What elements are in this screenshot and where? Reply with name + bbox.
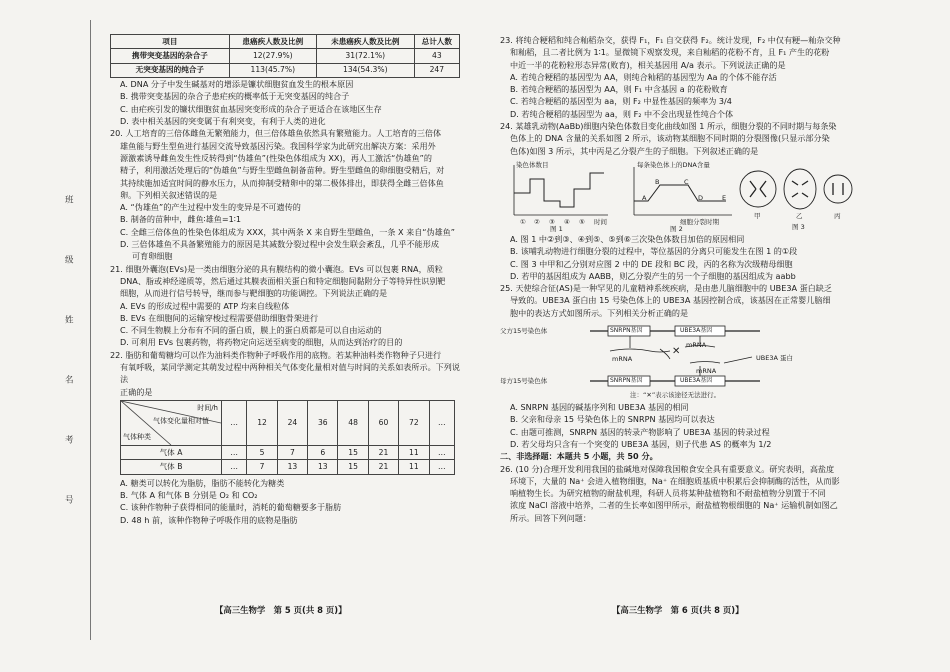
binding-char: 名 (63, 375, 74, 384)
figure-24 (500, 159, 855, 231)
ube3a-gene: UBE3A基因 (680, 377, 713, 385)
mrna-label: mRNA (612, 355, 633, 364)
table-row (111, 49, 460, 63)
option: D. 可利用 EVs 包裹药物，将药物定向运送至病变的细胞，从而达到治疗的目的 (120, 337, 403, 348)
table-header-row (121, 400, 455, 445)
g3-label: 丙 (834, 211, 841, 220)
snrpn-gene: SNRPN基因 (610, 327, 643, 335)
corner-kind: 气体种类 (123, 432, 151, 441)
snrpn-gene: SNRPN基因 (610, 377, 643, 385)
option: C. 不同生物膜上分布有不同的蛋白质，膜上的蛋白质都是可以自由运动的 (120, 325, 382, 336)
g1-mark: ⑤ (579, 217, 585, 226)
corner-time: 时间/h (197, 403, 218, 412)
table-header: 总计人数 (414, 35, 459, 49)
option: B. 该哺乳动物进行细胞分裂的过程中，等位基因的分离只可能发生在图 1 的①段 (510, 246, 798, 257)
option: C. 若纯合粳稻的基因型为 aa，则 F₂ 中显性基因的频率为 3/4 (510, 96, 732, 107)
table-cell: … (222, 460, 247, 474)
stem-line: 响植物生长。为研究植物的耐盐机理，科研人员将某种盐植物和不耐盐植物分别置于不同 (510, 488, 826, 499)
table-cell: 15 (338, 460, 368, 474)
gas-label: 气体 B (121, 460, 222, 474)
time-cell: 36 (308, 400, 338, 445)
table-cell: … (222, 445, 247, 459)
option: D. 若甲的基因组成为 AABB，则乙分裂产生的另一个子细胞的基因组成为 aabb (510, 270, 796, 281)
table-cell: 21 (368, 445, 398, 459)
option: A. “伪雄鱼”的产生过程中发生的变异是不可遗传的 (120, 202, 301, 213)
g1-mark: ③ (549, 217, 555, 226)
ube3a-protein: UBE3A 蛋白 (756, 354, 793, 363)
stem-line: 正确的是 (120, 386, 153, 397)
option: A. DNA 分子中发生碱基对的增添是镰状细胞贫血发生的根本原因 (120, 79, 354, 90)
figure-25-svg (500, 321, 855, 399)
diagonal-header (121, 400, 222, 445)
q24-options (500, 233, 855, 282)
q25-options (500, 401, 855, 450)
g1-xlabel: 时间 (594, 217, 607, 226)
q19-options (110, 78, 460, 127)
q22-options (110, 477, 460, 526)
stem-line: 卵。下列相关叙述错误的是 (120, 189, 218, 200)
table-header: 项目 (111, 35, 230, 49)
stem-line: 24. 某雄乳动物(AaBb)细胞内染色体数目变化曲线如图 1 所示，细胞分裂的不同时期与每条染 (500, 121, 837, 132)
table-cell: … (429, 445, 454, 459)
svg-text:✕: ✕ (672, 346, 681, 358)
binding-char: 号 (63, 495, 74, 504)
stem-line: 20. 人工培育的三倍体雌鱼无繁殖能力，但三倍体雄鱼依然具有繁殖能力。人工培育的三倍体 (110, 128, 442, 139)
option: B. 携带突变基因的杂合子患疟疾的概率低于无突变基因的纯合子 (120, 91, 350, 102)
stem-line: 22. 脂肪和葡萄糖均可以作为油料类作物种子呼吸作用的底物。若某种油料类作物种子只进行 (110, 349, 442, 360)
time-cell: … (429, 400, 454, 445)
g2-ylabel: 每条染色体上的DNA含量 (637, 160, 710, 169)
table-row (121, 460, 455, 474)
father-chromosome-label: 父方15号染色体 (500, 327, 548, 336)
table-cell: 13 (277, 460, 307, 474)
table-cell: 11 (399, 445, 429, 459)
g1-mark: ② (534, 217, 540, 226)
right-page (500, 34, 855, 524)
stem-line: 中近一半的花粉粒形态异常(败育)，相关基因用 A/a 表示。下列说法正确的是 (510, 59, 786, 70)
option: C. 由题可推测，SNRPN 基因的转录产物影响了 UBE3A 基因的转录过程 (510, 426, 770, 437)
g1-mark: ① (520, 217, 526, 226)
option: 可育卵细胞 (132, 251, 173, 262)
gas-table (120, 400, 455, 475)
table-cell: 134(54.3%) (316, 63, 414, 77)
stem-line: 浓度 NaCl 溶液中培养，二者的生长率如图甲所示，耐盐植物根细胞的 Na⁺ 运输机制如图乙 (510, 500, 838, 511)
option: C. 全雌三倍体鱼的性染色体组成为 XXX，其中两条 X 来自野生型雌鱼，一条 X 来自“伪雄鱼” (120, 226, 455, 237)
binding-char: 考 (63, 435, 74, 444)
option: C. 图 3 中甲和乙分别对应图 2 中的 DE 段和 BC 段，丙的名称为次级精母细胞 (510, 258, 793, 269)
table-cell: 43 (414, 49, 459, 63)
table-cell: 7 (277, 445, 307, 459)
table-cell: 13 (308, 460, 338, 474)
option: B. EVs 在细胞间的运输穿梭过程需要借助细胞骨架进行 (120, 312, 319, 323)
binding-char: 姓 (63, 315, 74, 324)
table-cell: 7 (247, 460, 277, 474)
stem-line: 和籼稻，且二者比例为 1∶1。显微镜下观察发现，来自籼稻的花粉不育，且 F₁ 产生的花粉 (510, 47, 830, 58)
stem-line: 所示。回答下列问题： (510, 512, 591, 523)
option: A. EVs 的形成过程中需要的 ATP 均来自线粒体 (120, 300, 290, 311)
g1-mark: ④ (564, 217, 570, 226)
question-21 (110, 263, 460, 349)
cancer-table (110, 34, 460, 78)
table-cell: 5 (247, 445, 277, 459)
option: B. 父亲和母亲 15 号染色体上的 SNRPN 基因均可以表达 (510, 414, 715, 425)
g2-point: A (642, 193, 647, 202)
left-footer: 【高三生物学 第 5 页(共 8 页)】 (215, 605, 347, 615)
table-header-row (111, 35, 460, 49)
time-cell: 48 (338, 400, 368, 445)
table-header: 患癌疾人数及比例 (229, 35, 316, 49)
time-cell: 60 (368, 400, 398, 445)
table-cell: 6 (308, 445, 338, 459)
stem-line: 其持续施加适宜时间的静水压力，从而抑制受精卵中的第二极体排出，即获得全雌三倍体鱼 (120, 177, 444, 188)
option: A. 糖类可以转化为脂肪，脂肪不能转化为糖类 (120, 477, 285, 488)
g1-caption: 图 1 (550, 224, 563, 233)
g2-point: B (655, 177, 660, 186)
table-row (121, 445, 455, 459)
g2-xlabel: 细胞分裂时期 (680, 217, 719, 226)
stem-line: 色体)如图 3 所示，其中丙是乙分裂产生的子细胞。下列叙述正确的是 (510, 145, 759, 156)
table-cell: 12(27.9%) (229, 49, 316, 63)
stem-line: 26. (10 分)合理开发利用我国的盐碱地对保障我国粮食安全具有重要意义。研究表明，高盐度 (500, 463, 835, 474)
right-footer: 【高三生物学 第 6 页(共 8 页)】 (612, 605, 744, 615)
left-page (110, 34, 460, 526)
question-23 (500, 34, 855, 120)
stem-line: 色体上的 DNA 含量的关系如图 2 所示，该动物某细胞不同时期的分裂图像(只显示部分染 (510, 133, 830, 144)
ube3a-gene: UBE3A基因 (680, 327, 713, 335)
table-cell: 携带突变基因的杂合子 (111, 49, 230, 63)
table-cell: 11 (399, 460, 429, 474)
option: B. 若纯合粳稻的基因型为 AA，则 F₁ 中含基因 a 的花粉败育 (510, 84, 728, 95)
time-cell: 12 (247, 400, 277, 445)
table-cell: 113(45.7%) (229, 63, 316, 77)
g3-caption: 图 3 (792, 222, 805, 231)
option: C. 该种作物种子获得相同的能量时，消耗的葡萄糖要多于脂肪 (120, 502, 342, 513)
question-22 (110, 349, 460, 398)
mrna-label: mRNA (686, 341, 707, 350)
binding-char: 班 (63, 195, 74, 204)
table-cell: 15 (338, 445, 368, 459)
question-24 (500, 120, 855, 157)
option: D. 表中相关基因的突变属于有利突变，有利于人类的进化 (120, 116, 326, 127)
corner-change: 气体变化量相对值 (153, 416, 209, 425)
stem-line: 有氧呼吸，某同学测定其萌发过程中两种相关气体变化量相对值与时间的关系如表所示。下列说法 (120, 362, 460, 385)
question-26 (500, 463, 855, 524)
g2-point: C (684, 177, 689, 186)
table-cell: … (429, 460, 454, 474)
figure-note: 注：“✕”表示该途径无法进行。 (630, 391, 721, 400)
question-25 (500, 282, 855, 319)
option: A. 若纯合粳稻的基因型为 AA，则纯合籼稻的基因型为 Aa 的个体不能存活 (510, 71, 777, 82)
stem-line: 21. 细胞外囊泡(EVs)是一类由细胞分泌的具有膜结构的微小囊泡。EVs 可以包裹 RNA，质粒 (110, 263, 443, 274)
g3-label: 甲 (754, 211, 761, 220)
mother-chromosome-label: 母方15号染色体 (500, 377, 548, 386)
stem-line: 细胞，从而进行信号转导，继而参与靶细胞的功能调控。下列说法正确的是 (120, 288, 388, 299)
g3-label: 乙 (796, 211, 803, 220)
stem-line: 25. 天使综合征(AS)是一种罕见的儿童精神系统疾病，是由患儿脑细胞中的 UBE3A 蛋白缺乏 (500, 283, 832, 294)
time-cell: 72 (399, 400, 429, 445)
option: B. 制备的苗种中，雌鱼∶雄鱼=1∶1 (120, 214, 242, 225)
stem-line: 胞中的表达方式如图所示。下列相关分析正确的是 (510, 307, 689, 318)
table-header: 未患癌疾人数及比例 (316, 35, 414, 49)
question-20 (110, 127, 460, 262)
table-cell: 31(72.1%) (316, 49, 414, 63)
mrna-label: mRNA (696, 367, 717, 376)
option: D. 三倍体雄鱼不具备繁殖能力的原因是其减数分裂过程中会发生联会紊乱，几乎不能形成 (120, 239, 439, 250)
time-cell: … (222, 400, 247, 445)
section-heading: 二、非选择题：本题共 5 小题，共 50 分。 (500, 451, 658, 462)
gas-label: 气体 A (121, 445, 222, 459)
g1-ylabel: 染色体数目 (516, 160, 549, 169)
stem-line: 雄鱼能与野生型鱼进行基因交流导致基因污染。我国科学家为此研究出解决方案：采用外 (120, 140, 436, 151)
option: D. 若纯合粳稻的基因型为 aa，则 F₂ 中不会出现显性纯合个体 (510, 108, 734, 119)
g2-caption: 图 2 (670, 224, 683, 233)
table-cell: 21 (368, 460, 398, 474)
time-cell: 24 (277, 400, 307, 445)
stem-line: 精子，利用激活处理后的“伪雄鱼”与野生型雌鱼制备苗种。野生型雌鱼的卵细胞受精后，对 (120, 165, 445, 176)
option: C. 由疟疾引发的镰状细胞贫血基因突变形成的杂合子更适合在该地区生存 (120, 103, 382, 114)
table-cell: 247 (414, 63, 459, 77)
option: D. 48 h 前，该种作物种子呼吸作用的底物是脂肪 (120, 514, 298, 525)
g2-point: D (698, 193, 704, 202)
stem-line: 23. 将纯合粳稻和纯合籼稻杂交，获得 F₁，F₁ 自交获得 F₂。统计发现，F₂ 中仅有粳—籼杂交种 (500, 35, 841, 45)
stem-line: 导致的。UBE3A 蛋白由 15 号染色体上的 UBE3A 基因控制合成，该基因在正常婴儿脑细 (510, 295, 831, 306)
option: B. 气体 A 和气体 B 分别是 O₂ 和 CO₂ (120, 489, 258, 500)
option: D. 若父母均只含有一个突变的 UBE3A 基因，则子代患 AS 的概率为 1/2 (510, 438, 772, 449)
figure-25 (500, 321, 855, 399)
binding-line (90, 20, 91, 640)
stem-line: 源激素诱导雌鱼发生性反转得到“伪雄鱼”(性染色体组成为 XX)，再人工激活“伪雄鱼”的 (120, 152, 432, 163)
g2-point: E (722, 193, 727, 202)
table-cell: 无突变基因的纯合子 (111, 63, 230, 77)
stem-line: DNA、脂或神经递质等，然后通过其膜表面相关蛋白和特定细胞间黏附分子等特异性识别靶 (120, 275, 446, 286)
binding-char: 级 (63, 255, 74, 264)
table-row (111, 63, 460, 77)
option: A. SNRPN 基因的碱基序列和 UBE3A 基因的相同 (510, 402, 689, 413)
option: A. 图 1 中②到③、④到⑤、⑤到⑥三次染色体数目加倍的原因相同 (510, 233, 745, 244)
stem-line: 环境下，大量的 Na⁺ 会进入植物细胞，Na⁺ 在细胞质基质中积累后会抑制酶的活性，从而影 (510, 475, 840, 486)
